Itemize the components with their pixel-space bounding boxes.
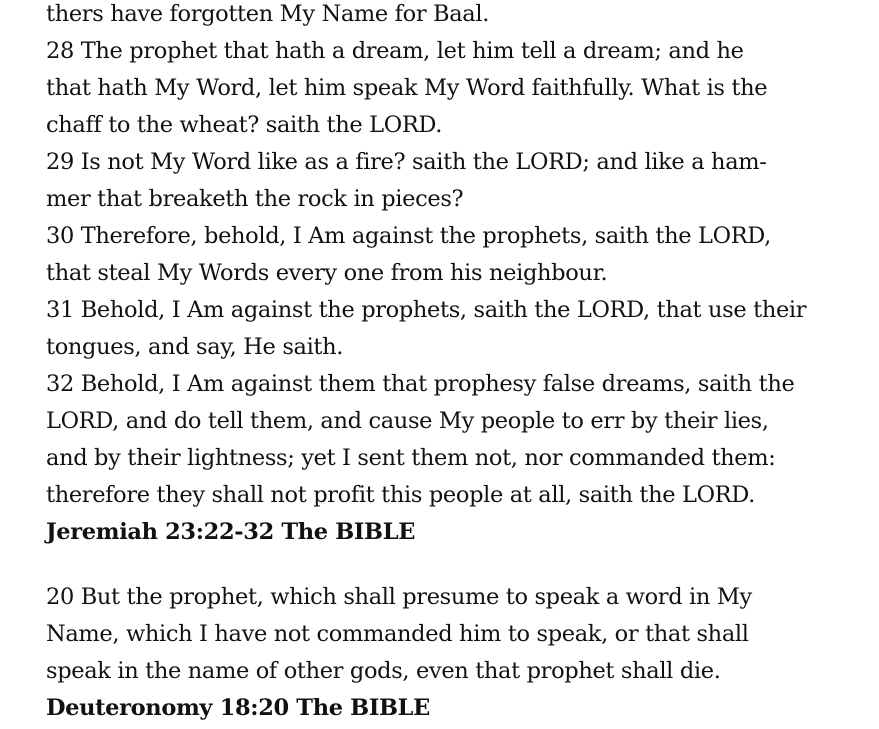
document-page (46, 0, 866, 727)
scripture-reference-deuteronomy: Deuteronomy 18:20 The BIBLE (46, 695, 430, 721)
passage-deuteronomy (46, 579, 866, 727)
text-line: and by their lightness; yet I sent them not, nor commanded them: (46, 445, 776, 471)
text-line: that steal My Words every one from his neighbour. (46, 260, 608, 286)
verse-line-30: 30 Therefore, behold, I Am against the prophets, saith the LORD, (46, 223, 771, 249)
text-line: that hath My Word, let him speak My Word faithfully. What is the (46, 75, 768, 101)
text-line: thers have forgotten My Name for Baal. (46, 1, 490, 27)
verse-line-20: 20 But the prophet, which shall presume to speak a word in My (46, 584, 752, 610)
text-line: LORD, and do tell them, and cause My people to err by their lies, (46, 408, 769, 434)
verse-line-29: 29 Is not My Word like as a fire? saith the LORD; and like a ham- (46, 149, 767, 175)
verse-line-31: 31 Behold, I Am against the prophets, saith the LORD, that use their (46, 297, 807, 323)
text-line: tongues, and say, He saith. (46, 334, 344, 360)
scripture-reference-jeremiah: Jeremiah 23:22-32 The BIBLE (46, 519, 415, 545)
text-line: mer that breaketh the rock in pieces? (46, 186, 464, 212)
text-line: Name, which I have not commanded him to speak, or that shall (46, 621, 749, 647)
passage-jeremiah (46, 0, 866, 551)
verse-line-32: 32 Behold, I Am against them that prophesy false dreams, saith the (46, 371, 795, 397)
text-line: therefore they shall not profit this people at all, saith the LORD. (46, 482, 755, 508)
verse-line-28: 28 The prophet that hath a dream, let him tell a dream; and he (46, 38, 744, 64)
paragraph-gap (46, 551, 866, 579)
text-line: speak in the name of other gods, even that prophet shall die. (46, 658, 721, 684)
text-line: chaff to the wheat? saith the LORD. (46, 112, 443, 138)
